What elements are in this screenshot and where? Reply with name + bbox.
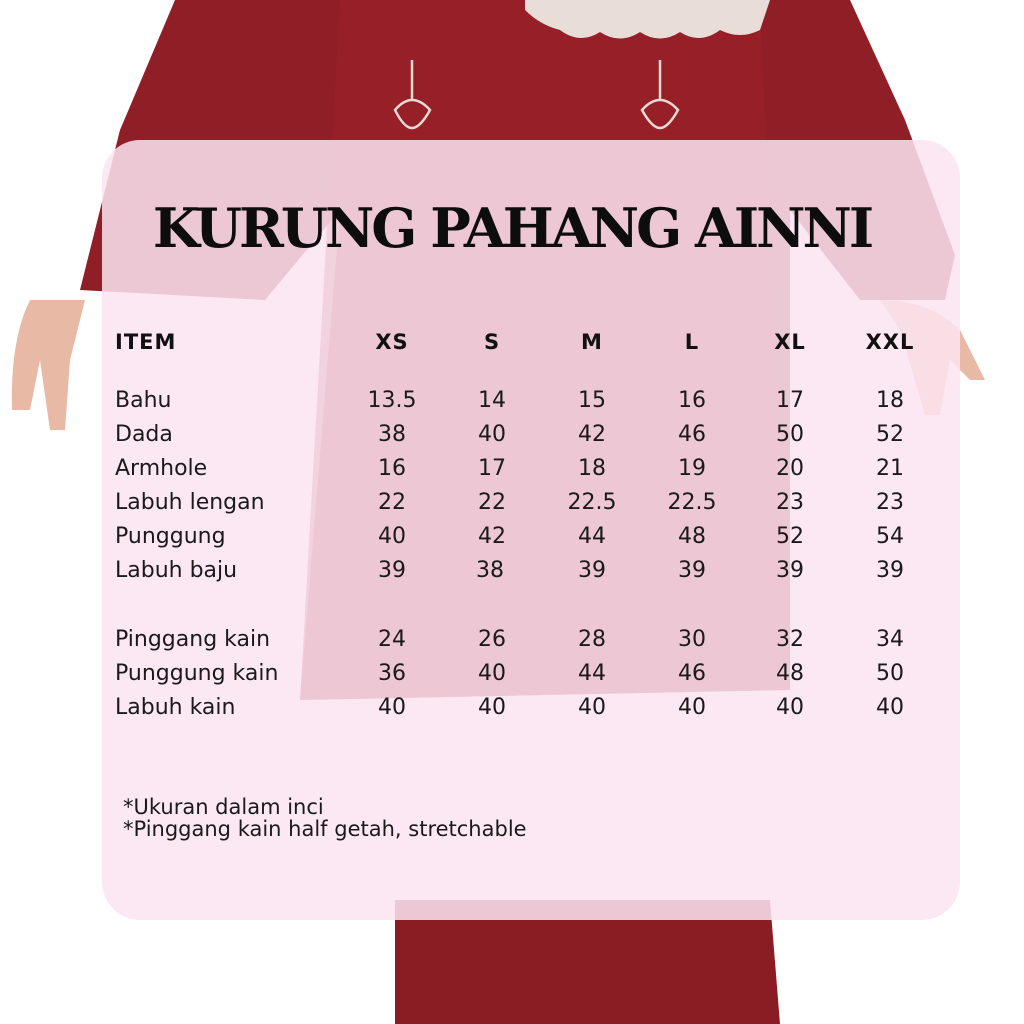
table-cell: 38: [476, 558, 504, 583]
table-cell: 20: [776, 456, 804, 481]
table-cell: 42: [478, 524, 506, 549]
table-cell: 23: [776, 490, 804, 515]
table-cell: 18: [876, 388, 904, 413]
row-label-labuh-baju: Labuh baju: [115, 558, 238, 583]
note-measurement-unit: *Ukuran dalam inci: [123, 795, 324, 819]
table-cell: 18: [578, 456, 606, 481]
table-cell: 22: [478, 490, 506, 515]
table-cell: 17: [478, 456, 506, 481]
table-cell: 39: [876, 558, 904, 583]
row-label-labuh-lengan: Labuh lengan: [115, 490, 265, 515]
table-cell: 30: [678, 627, 706, 652]
table-cell: 22.5: [667, 490, 717, 515]
table-cell: 21: [876, 456, 904, 481]
row-label-punggung: Punggung: [115, 524, 226, 549]
table-cell: 40: [478, 422, 506, 447]
table-cell: 16: [378, 456, 406, 481]
table-cell: 46: [678, 661, 706, 686]
table-cell: 39: [678, 558, 706, 583]
table-cell: 40: [876, 695, 904, 720]
table-cell: 23: [876, 490, 904, 515]
table-cell: 19: [678, 456, 706, 481]
table-cell: 22: [378, 490, 406, 515]
table-cell: 38: [378, 422, 406, 447]
header-l: L: [684, 330, 700, 354]
table-cell: 24: [378, 627, 406, 652]
table-cell: 54: [876, 524, 904, 549]
table-cell: 15: [578, 388, 606, 413]
table-cell: 44: [578, 661, 606, 686]
table-cell: 40: [378, 695, 406, 720]
note-waist-elastic: *Pinggang kain half getah, stretchable: [123, 817, 527, 841]
table-cell: 39: [578, 558, 606, 583]
table-cell: 50: [876, 661, 904, 686]
row-label-dada: Dada: [115, 422, 173, 447]
table-cell: 39: [776, 558, 804, 583]
header-xl: XL: [774, 330, 806, 354]
table-cell: 39: [378, 558, 406, 583]
table-cell: 42: [578, 422, 606, 447]
table-cell: 48: [678, 524, 706, 549]
table-cell: 26: [478, 627, 506, 652]
table-cell: 52: [776, 524, 804, 549]
row-label-pinggang-kain: Pinggang kain: [115, 627, 271, 652]
table-cell: 50: [776, 422, 804, 447]
table-cell: 40: [478, 695, 506, 720]
row-label-armhole: Armhole: [115, 456, 208, 481]
header-xs: XS: [375, 330, 409, 354]
header-xxl: XXL: [865, 330, 915, 354]
table-cell: 40: [478, 661, 506, 686]
table-cell: 36: [378, 661, 406, 686]
table-cell: 34: [876, 627, 904, 652]
table-cell: 22.5: [567, 490, 617, 515]
row-label-bahu: Bahu: [115, 388, 172, 413]
row-label-punggung-kain: Punggung kain: [115, 661, 279, 686]
table-cell: 14: [478, 388, 506, 413]
header-s: S: [483, 330, 501, 354]
row-label-labuh-kain: Labuh kain: [115, 695, 236, 720]
table-cell: 52: [876, 422, 904, 447]
table-cell: 40: [776, 695, 804, 720]
table-cell: 46: [678, 422, 706, 447]
chart-title: KURUNG PAHANG AINNI: [152, 196, 872, 260]
header-m: M: [581, 330, 603, 354]
table-cell: 44: [578, 524, 606, 549]
table-cell: 40: [678, 695, 706, 720]
table-cell: 17: [776, 388, 804, 413]
table-cell: 32: [776, 627, 804, 652]
table-cell: 28: [578, 627, 606, 652]
table-cell: 40: [378, 524, 406, 549]
table-cell: 16: [678, 388, 706, 413]
table-cell: 48: [776, 661, 804, 686]
table-cell: 40: [578, 695, 606, 720]
table-cell: 13.5: [367, 388, 417, 413]
header-item: ITEM: [115, 330, 177, 354]
